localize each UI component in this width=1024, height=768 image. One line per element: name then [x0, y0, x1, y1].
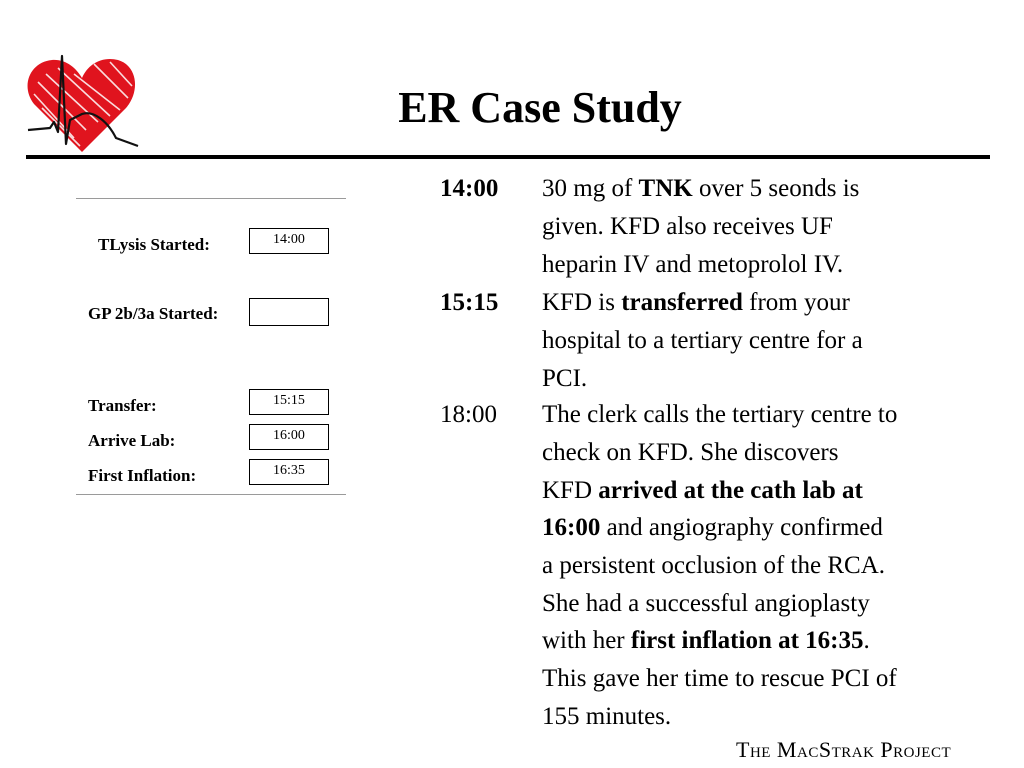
- gp-field[interactable]: [249, 298, 329, 326]
- entry1-time: 14:00: [440, 175, 499, 202]
- arrive-label: Arrive Lab:: [88, 431, 176, 450]
- transfer-field[interactable]: 15:15: [249, 389, 329, 415]
- entry3-time: 18:00: [440, 401, 497, 428]
- entry3-line: with her first inflation at 16:35.: [542, 627, 870, 654]
- tlysis-label: TLysis Started:: [98, 235, 210, 254]
- entry2-line: PCI.: [542, 365, 588, 392]
- entry3-line: 16:00 and angiography confirmed: [542, 514, 883, 541]
- entry2-line: hospital to a tertiary centre for a: [542, 327, 863, 354]
- tlysis-field[interactable]: 14:00: [249, 228, 329, 254]
- entry2-line: KFD is transferred from your: [542, 289, 850, 316]
- form-bottom-divider: [76, 494, 346, 495]
- entry3-line: She had a successful angioplasty: [542, 590, 870, 617]
- entry3-line: check on KFD. She discovers: [542, 439, 839, 466]
- entry1-line: given. KFD also receives UF: [542, 213, 833, 240]
- inflation-label: First Inflation:: [88, 466, 197, 485]
- slide-title: ER Case Study: [398, 83, 682, 132]
- form-top-divider: [76, 198, 346, 199]
- entry1-line: heparin IV and metoprolol IV.: [542, 251, 844, 278]
- transfer-label: Transfer:: [88, 396, 157, 415]
- title-divider: [26, 155, 990, 159]
- heart-ecg-logo-icon: [24, 52, 142, 160]
- arrive-field[interactable]: 16:00: [249, 424, 329, 450]
- entry3-line: The clerk calls the tertiary centre to: [542, 401, 898, 428]
- footer-credit: The MacStrak Project: [736, 737, 952, 762]
- entry1-line: 30 mg of TNK over 5 seonds is: [542, 175, 860, 202]
- entry3-line: KFD arrived at the cath lab at: [542, 477, 863, 504]
- gp-label: GP 2b/3a Started:: [88, 304, 219, 323]
- entry3-line: 155 minutes.: [542, 703, 672, 730]
- inflation-field[interactable]: 16:35: [249, 459, 329, 485]
- entry2-time: 15:15: [440, 289, 499, 316]
- entry3-line: This gave her time to rescue PCI of: [542, 665, 897, 692]
- entry3-line: a persistent occlusion of the RCA.: [542, 552, 885, 579]
